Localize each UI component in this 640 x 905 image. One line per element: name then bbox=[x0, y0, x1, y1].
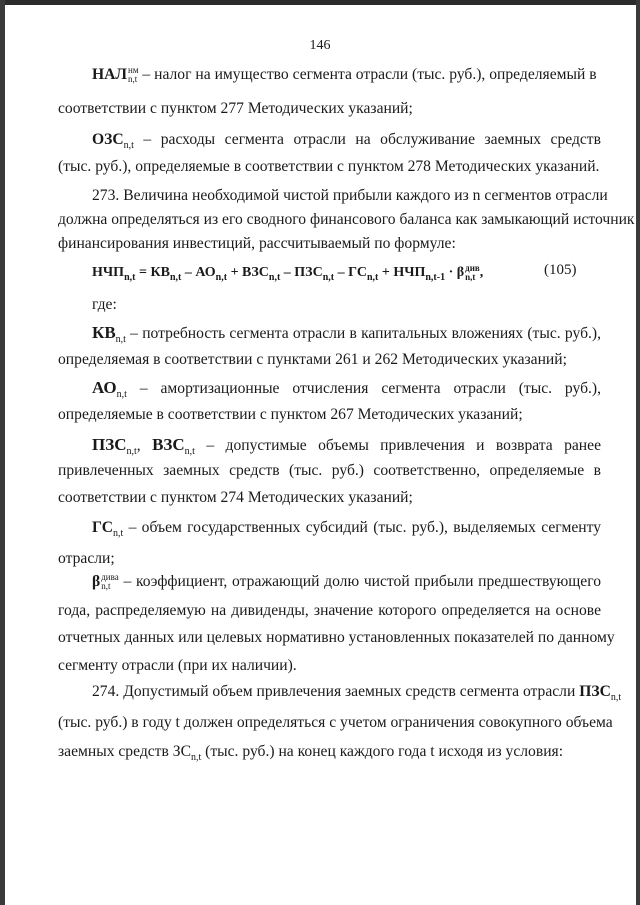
vzs-symbol: ВЗС bbox=[152, 435, 185, 454]
nal-sub: n,t bbox=[128, 74, 138, 85]
where-label: где: bbox=[92, 296, 117, 313]
gs-sub: n,t bbox=[112, 528, 124, 539]
nal-sup: нм bbox=[128, 65, 139, 76]
pzs-sub: n,t bbox=[126, 446, 137, 457]
formula-term-pzs-sub: n,t bbox=[322, 272, 335, 284]
gs-line1-just bbox=[92, 519, 601, 539]
nal-indices bbox=[128, 66, 139, 84]
beta-text3: отчетных данных или целевых нормативно установленных показателей по данному bbox=[58, 629, 615, 646]
page-number: 146 bbox=[309, 38, 331, 53]
pzs-sep: , bbox=[136, 437, 153, 454]
ao-definition-line2: определяемые в соответствии с пунктом 267 Методических указаний; bbox=[58, 406, 523, 423]
kv-sub: n,t bbox=[115, 334, 126, 345]
scan-edge-right bbox=[636, 0, 640, 905]
gs-text1: – объем государственных субсидий (тыс. руб.), выделяемых сегменту bbox=[123, 519, 601, 536]
kv-text1: – потребность сегмента отрасли в капитальных вложениях (тыс. руб.), bbox=[125, 325, 601, 342]
p274-text1: 274. Допустимый объем привлечения заемных средств сегмента отрасли bbox=[92, 683, 580, 700]
formula-105 bbox=[92, 264, 483, 283]
pzs-symbol: ПЗС bbox=[92, 435, 127, 454]
nal-symbol: НАЛ bbox=[92, 66, 128, 83]
beta-indices bbox=[101, 573, 119, 591]
p274-text3a: заемных средств ЗС bbox=[58, 743, 191, 760]
ozs-text1: – расходы сегмента отрасли на обслуживание заемных средств bbox=[133, 131, 601, 148]
formula-term-vzs-sub: n,t bbox=[268, 272, 281, 284]
formula-term-gs-sub: n,t bbox=[366, 272, 379, 284]
p273-line2 bbox=[58, 211, 635, 229]
formula-lhs: НЧП bbox=[92, 265, 125, 281]
formula-term-nchp-prev: + НЧП bbox=[378, 265, 426, 281]
p274-line2 bbox=[58, 714, 613, 732]
p273-line3: финансирования инвестиций, рассчитываемый по формуле: bbox=[58, 235, 456, 252]
nal-definition-line2: соответствии с пунктом 277 Методических указаний; bbox=[58, 100, 413, 117]
pzs-definition-line1 bbox=[92, 435, 601, 457]
formula-lhs-sub: n,t bbox=[124, 272, 136, 284]
ozs-definition-line2: (тыс. руб.), определяемые в соответствии с пунктом 278 Методических указаний. bbox=[58, 158, 600, 175]
kv-definition-line1 bbox=[92, 323, 601, 345]
ozs-symbol: ОЗС bbox=[92, 131, 124, 148]
ao-line1-just bbox=[92, 378, 601, 400]
beta-definition-line2 bbox=[58, 602, 601, 620]
p274-zs-sub: n,t bbox=[190, 752, 202, 763]
p273-text2: должна определяться из его сводного финансового баланса как замыкающий источник bbox=[58, 211, 635, 228]
scan-edge-left bbox=[0, 0, 5, 905]
pzs-text1: – допустимые объемы привлечения и возврата ранее bbox=[194, 437, 601, 454]
formula-beta-indices bbox=[465, 264, 480, 282]
beta-text2: года, распределяемую на дивиденды, значение которого определяется на основе bbox=[58, 602, 601, 619]
gs-definition-line2: отрасли; bbox=[58, 550, 115, 567]
scan-edge-top bbox=[0, 0, 640, 5]
formula-term-pzs: – ПЗС bbox=[280, 265, 323, 281]
formula-term-gs: – ГС bbox=[334, 265, 367, 281]
nal-definition-line1 bbox=[92, 66, 597, 84]
beta-definition-line4: сегменту отрасли (при их наличии). bbox=[58, 657, 297, 674]
beta-symbol: β bbox=[92, 573, 101, 590]
p273-text1: 273. Величина необходимой чистой прибыли каждого из n сегментов отрасли bbox=[92, 187, 608, 204]
formula-beta-sup: див bbox=[465, 263, 480, 273]
pzs-line1-just bbox=[92, 435, 601, 457]
formula-term-kv: = КВ bbox=[135, 265, 170, 281]
p274-line3 bbox=[58, 743, 563, 763]
beta-definition-line3 bbox=[58, 629, 615, 647]
kv-definition-line2: определяемая в соответствии с пунктами 261 и 262 Методических указаний; bbox=[58, 351, 567, 368]
gs-definition-line1 bbox=[92, 519, 601, 539]
ao-sub: n,t bbox=[116, 389, 127, 400]
ozs-sub: n,t bbox=[123, 140, 134, 151]
formula-term-vzs: + ВЗС bbox=[227, 265, 269, 281]
beta-definition-line1 bbox=[92, 573, 601, 591]
formula-beta-sub: n,t bbox=[465, 272, 476, 282]
p274-sub: n,t bbox=[610, 692, 622, 703]
nal-text1: – налог на имущество сегмента отрасли (тыс. руб.), определяемый в bbox=[138, 66, 597, 83]
beta-line1-just bbox=[92, 573, 601, 591]
formula-term-ao-sub: n,t bbox=[215, 272, 228, 284]
gs-symbol: ГС bbox=[92, 519, 113, 536]
ao-definition-line1 bbox=[92, 378, 601, 400]
kv-line1-just bbox=[92, 323, 601, 345]
formula-term-beta: · β bbox=[445, 265, 465, 281]
formula-term-kv-sub: n,t bbox=[169, 272, 182, 284]
formula-tail: , bbox=[479, 265, 484, 281]
pzs-definition-line2 bbox=[58, 462, 601, 480]
ozs-line1-just bbox=[92, 131, 601, 151]
p273-line1 bbox=[92, 187, 608, 205]
formula-term-ao: – АО bbox=[181, 265, 216, 281]
pzs-text2: привлеченных заемных средств (тыс. руб.) соответственно, определяемые в bbox=[58, 462, 601, 479]
ao-text1: – амортизационные отчисления сегмента отрасли (тыс. руб.), bbox=[126, 380, 601, 397]
p274-text3b: (тыс. руб.) на конец каждого года t исходя из условия: bbox=[201, 743, 564, 760]
p274-text2: (тыс. руб.) в году t должен определяться с учетом ограничения совокупного объема bbox=[58, 714, 613, 731]
pzs-definition-line3: соответствии с пунктом 274 Методических указаний; bbox=[58, 489, 413, 506]
beta-sub: n,t bbox=[101, 581, 111, 592]
p274-symbol: ПЗС bbox=[579, 683, 611, 700]
ozs-definition-line1 bbox=[92, 131, 601, 151]
p274-line1 bbox=[92, 683, 621, 703]
kv-symbol: КВ bbox=[92, 323, 116, 342]
formula-number: (105) bbox=[544, 262, 577, 278]
formula-term-nchp-prev-sub: n,t-1 bbox=[425, 272, 446, 284]
vzs-sub: n,t bbox=[184, 446, 195, 457]
ao-symbol: АО bbox=[92, 378, 117, 397]
beta-sup: дива bbox=[101, 572, 119, 583]
beta-text1: – коэффициент, отражающий долю чистой прибыли предшествующего bbox=[118, 573, 601, 590]
